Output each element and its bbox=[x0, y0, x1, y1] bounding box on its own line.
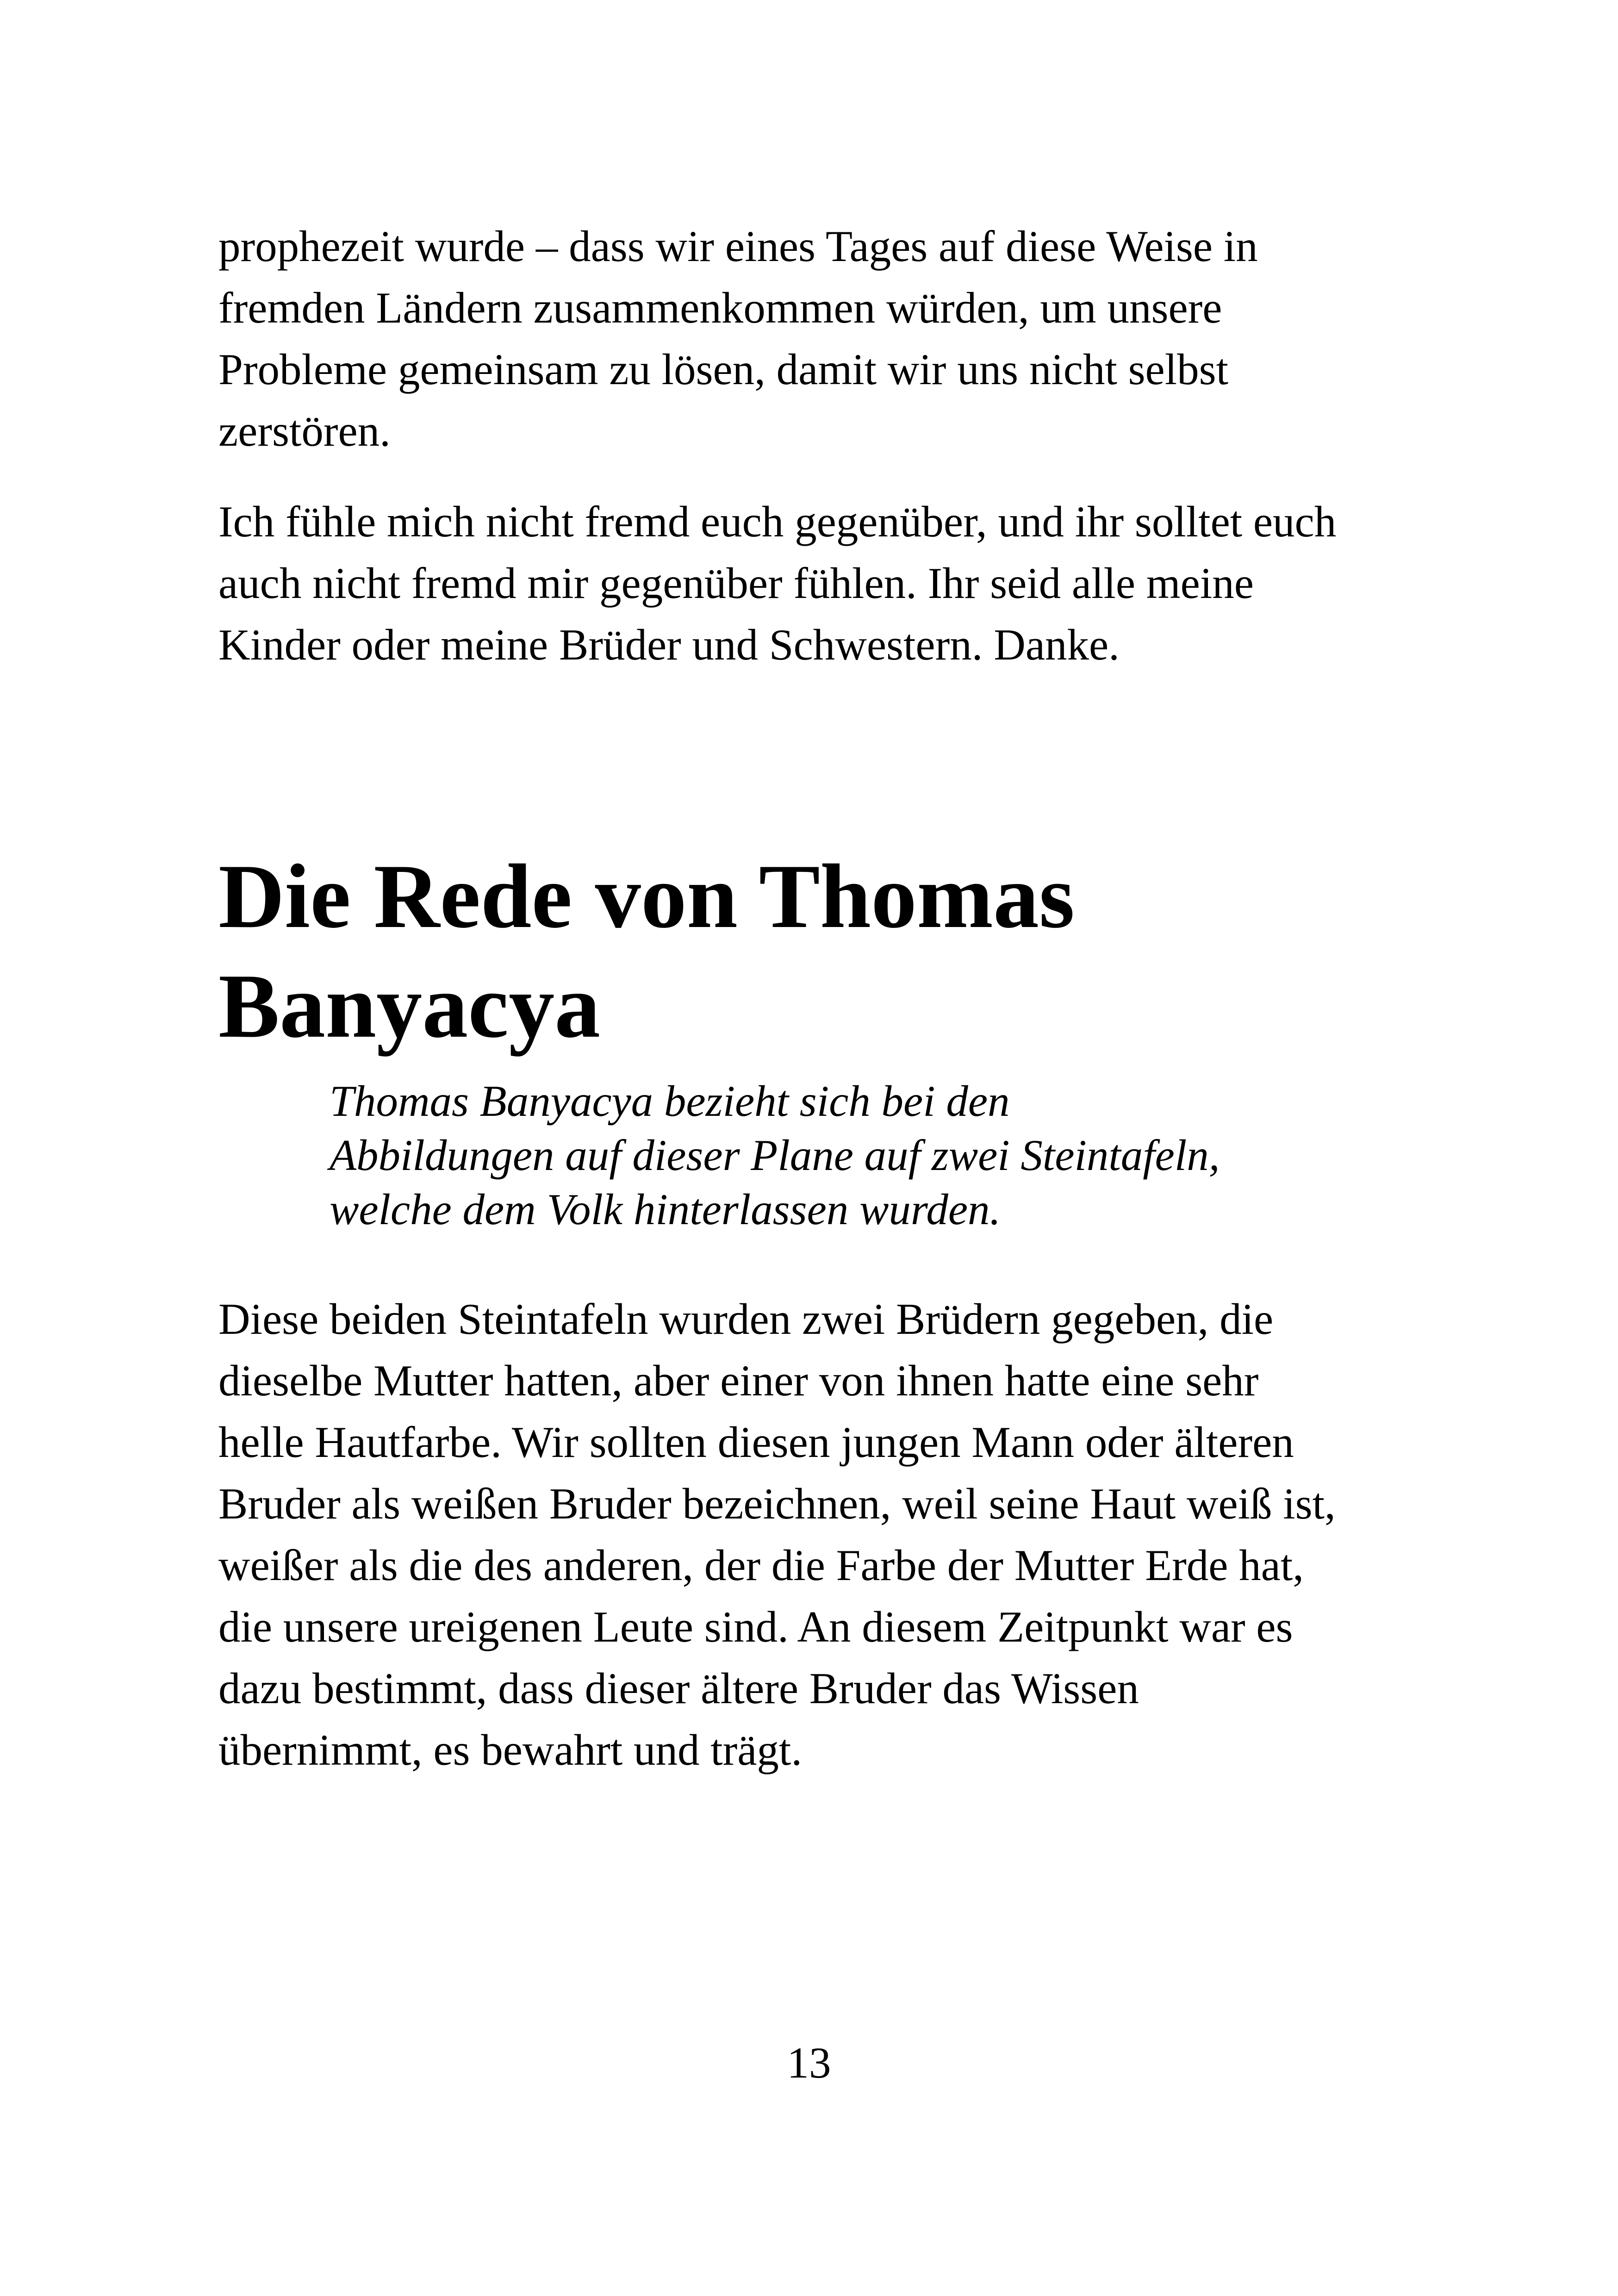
epigraph-note bbox=[330, 1074, 1440, 1237]
text-line: Kinder oder meine Brüder und Schwestern. Danke. bbox=[218, 620, 1120, 669]
heading-line: Die Rede von Thomas bbox=[218, 846, 1075, 947]
text-line: Diese beiden Steintafeln wurden zwei Brüdern gegeben, die bbox=[218, 1294, 1274, 1344]
paragraph-closing bbox=[218, 491, 1422, 676]
text-line: fremden Ländern zusammenkommen würden, um unsere bbox=[218, 283, 1222, 332]
epigraph-line: Abbildungen auf dieser Plane auf zwei Steintafeln, bbox=[330, 1131, 1220, 1180]
text-line: auch nicht fremd mir gegenüber fühlen. Ihr seid alle meine bbox=[218, 559, 1254, 608]
text-line: prophezeit wurde – dass wir eines Tages auf diese Weise in bbox=[218, 222, 1258, 271]
page-number: 13 bbox=[787, 2038, 831, 2087]
text-line: Probleme gemeinsam zu lösen, damit wir uns nicht selbst bbox=[218, 345, 1228, 394]
text-line: Bruder als weißen Bruder bezeichnen, weil seine Haut weiß ist, bbox=[218, 1479, 1336, 1528]
text-line: die unsere ureigenen Leute sind. An diesem Zeitpunkt war es bbox=[218, 1602, 1293, 1651]
section-heading bbox=[218, 841, 1514, 1061]
paragraph-stone-tablets bbox=[218, 1288, 1422, 1781]
epigraph-line: Thomas Banyacya bezieht sich bei den bbox=[330, 1076, 1010, 1126]
text-line: Ich fühle mich nicht fremd euch gegenüber, und ihr solltet euch bbox=[218, 497, 1337, 546]
text-line: dieselbe Mutter hatten, aber einer von ihnen hatte eine sehr bbox=[218, 1356, 1259, 1405]
paragraph-prophecy bbox=[218, 216, 1422, 462]
epigraph-line: welche dem Volk hinterlassen wurden. bbox=[330, 1185, 1001, 1234]
text-line: weißer als die des anderen, der die Farbe der Mutter Erde hat, bbox=[218, 1541, 1304, 1590]
text-line: übernimmt, es bewahrt und trägt. bbox=[218, 1725, 803, 1774]
text-line: dazu bestimmt, dass dieser ältere Bruder das Wissen bbox=[218, 1664, 1139, 1713]
text-line: zerstören. bbox=[218, 406, 391, 455]
text-line: helle Hautfarbe. Wir sollten diesen jungen Mann oder älteren bbox=[218, 1418, 1294, 1467]
heading-line: Banyacya bbox=[218, 955, 601, 1057]
